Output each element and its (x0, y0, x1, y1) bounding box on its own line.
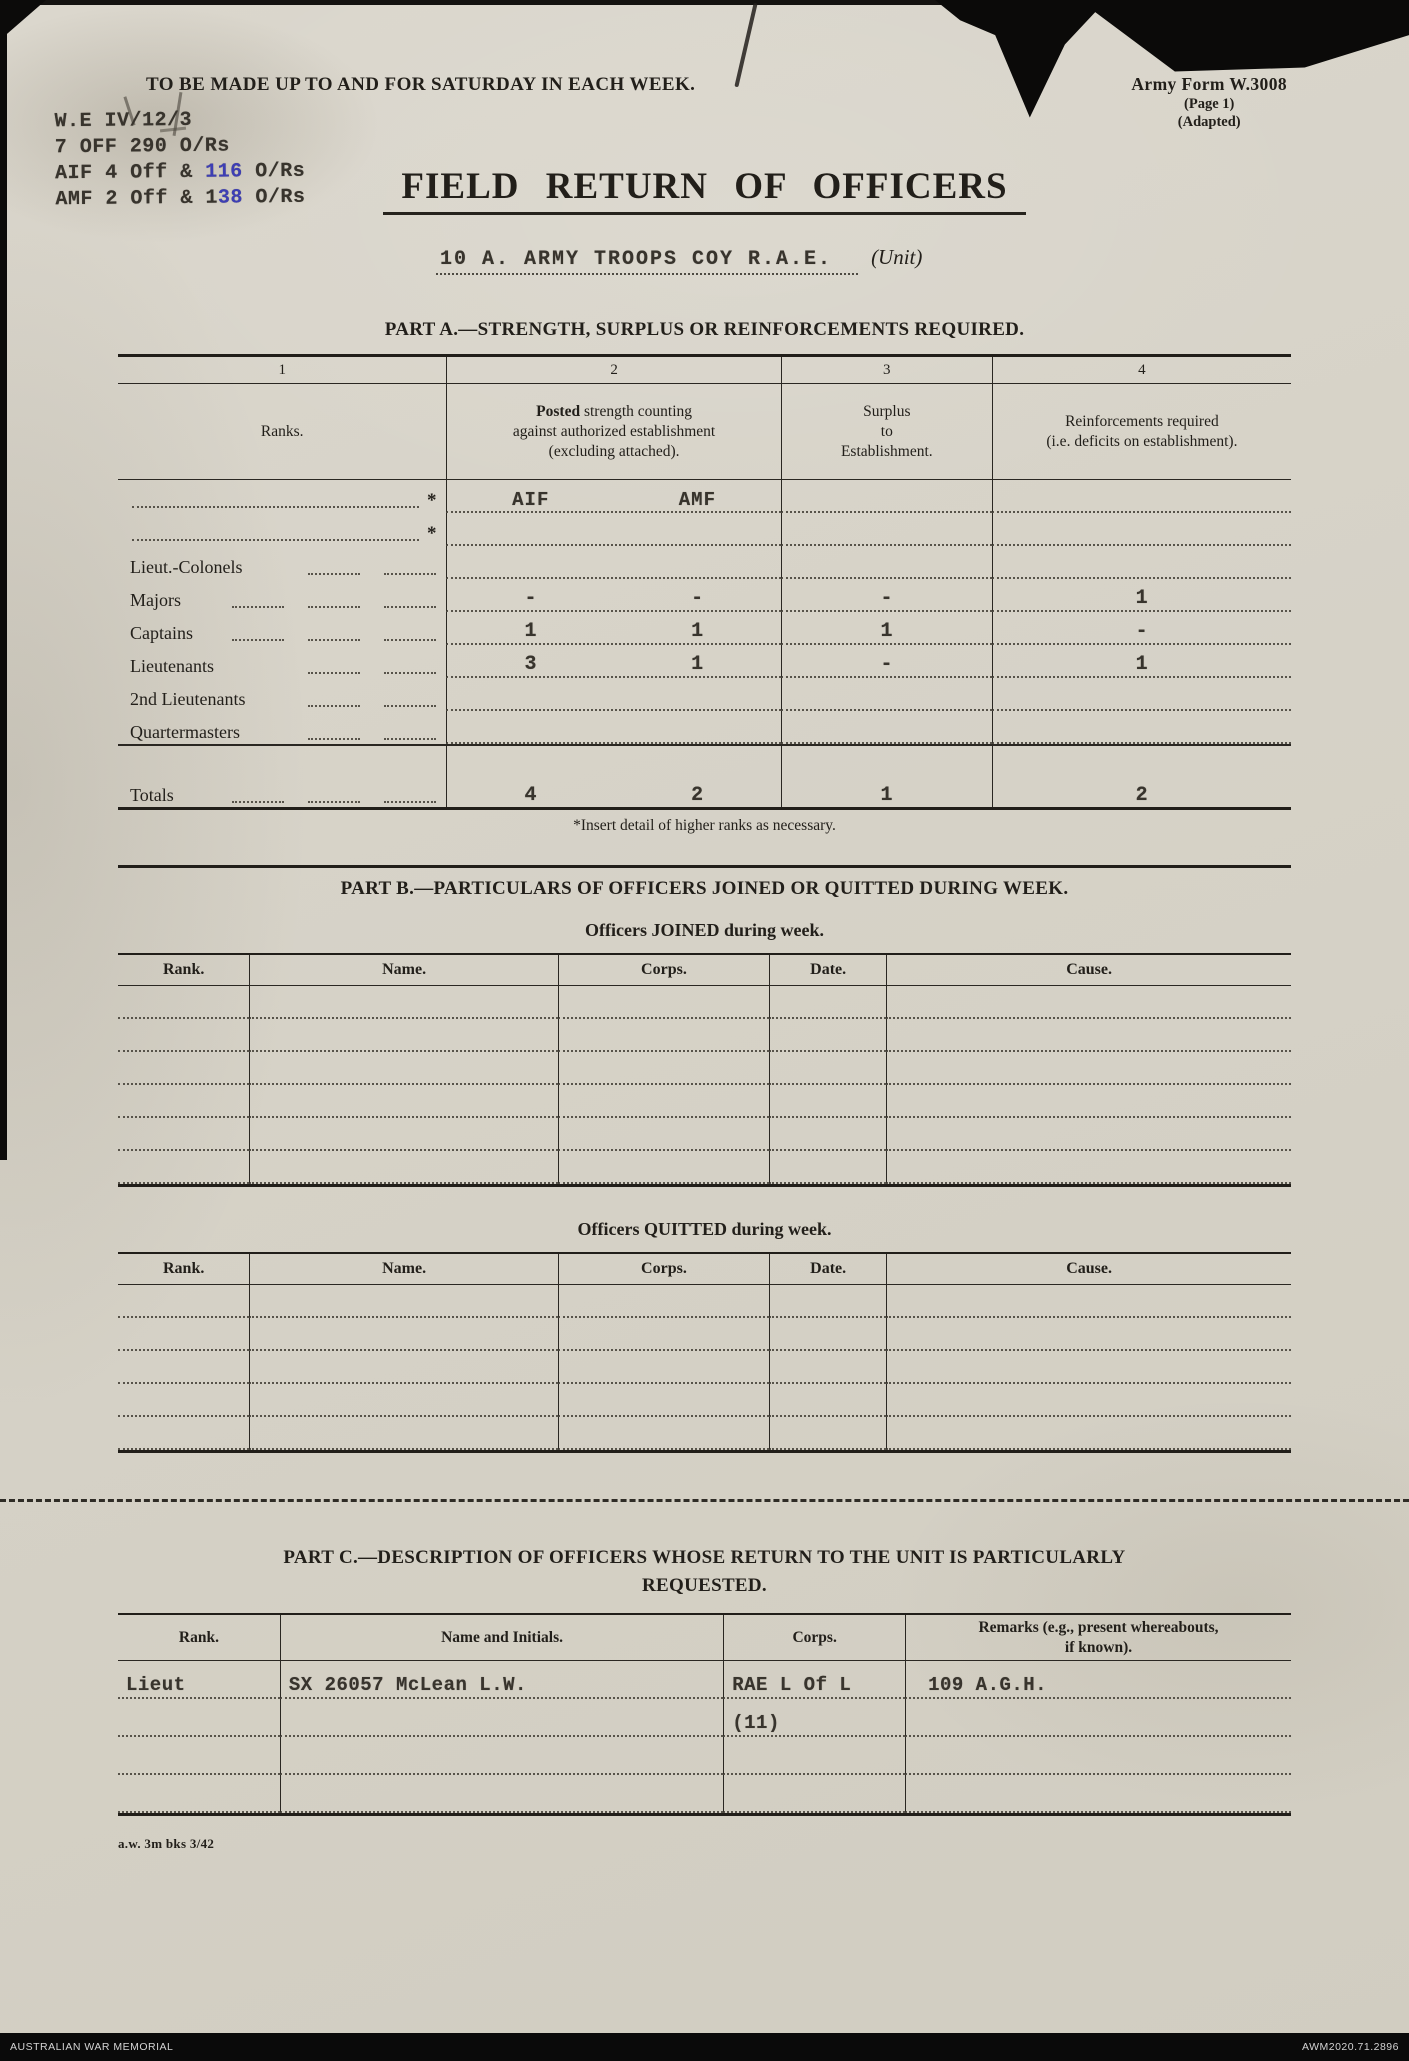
empty-cell (280, 1699, 723, 1737)
dotted-leader (384, 705, 436, 707)
part-c-heading-line2: REQUESTED. (642, 1574, 767, 1596)
quitted-empty-row (118, 1285, 1291, 1318)
archive-name: AUSTRALIAN WAR MEMORIAL (10, 2041, 174, 2053)
column-number-row (118, 357, 1291, 384)
col-num-1: 1 (278, 361, 286, 378)
aif-value: - (524, 587, 538, 611)
empty-cell (118, 1285, 249, 1318)
header-ranks (118, 384, 446, 479)
header-name: Name. (249, 1254, 557, 1284)
rank-cell (118, 513, 446, 546)
rank-row-lieutenants (118, 645, 1291, 678)
posted-cell (446, 546, 780, 579)
quitted-empty-row (118, 1417, 1291, 1450)
quitted-header-row (118, 1254, 1291, 1285)
header-rank (118, 1615, 280, 1660)
header-surplus (781, 384, 992, 479)
empty-cell (886, 1384, 1291, 1417)
surplus-value (781, 546, 992, 579)
header-text: Establishment. (840, 442, 933, 460)
quitted-empty-row (118, 1384, 1291, 1417)
header-date: Date. (769, 1254, 886, 1284)
aif-value (447, 678, 614, 709)
header-text: Surplus (863, 402, 911, 420)
empty-cell (781, 746, 992, 761)
header-text: (excluding attached). (548, 442, 680, 460)
part-c-heading-line1: PART C.—DESCRIPTION OF OFFICERS WHOSE RETURN TO THE UNIT IS PARTICULARLY (283, 1547, 1126, 1569)
part-c-entry-row (118, 1661, 1291, 1699)
reinforcements-total: 2 (992, 761, 1291, 807)
empty-cell (280, 1737, 723, 1775)
joined-empty-row (118, 1085, 1291, 1118)
header-rank: Rank. (163, 1260, 205, 1278)
header-text: to (880, 422, 893, 440)
rank-cell (118, 761, 446, 807)
empty-cell (446, 746, 780, 761)
posted-cell (446, 480, 780, 513)
empty-cell (118, 1351, 249, 1384)
aif-subheader-typed: AIF (512, 489, 550, 512)
entry-corps: RAE L Of L (723, 1661, 905, 1699)
handwritten-blue-number: 38 (217, 186, 244, 210)
amf-total: 2 (691, 784, 704, 808)
col-num-3: 3 (781, 357, 992, 383)
header-text (536, 402, 692, 422)
rank-cell (118, 645, 446, 678)
dotted-leader (308, 705, 360, 707)
reinforcements-cell (992, 513, 1291, 546)
amf-subheader-typed: AMF (678, 489, 716, 512)
header-text: Corps. (792, 1628, 837, 1646)
empty-cell (558, 1384, 769, 1417)
empty-cell (886, 1285, 1291, 1318)
entry-name: SX 26057 McLean L.W. (280, 1661, 723, 1699)
empty-cell (769, 1019, 886, 1052)
part-a-heading: PART A.—STRENGTH, SURPLUS OR REINFORCEMENTS REQUIRED. (384, 319, 1025, 341)
header-cause: Cause. (886, 1254, 1291, 1284)
section-rule (118, 865, 1291, 868)
rank-cell (118, 480, 446, 513)
empty-cell (886, 1151, 1291, 1184)
typed-stamp-block (54, 107, 305, 214)
header-text: Rank. (178, 1628, 219, 1646)
empty-cell (905, 1737, 1291, 1775)
page-title: FIELD RETURN OF OFFICERS (383, 165, 1025, 215)
empty-cell (118, 1085, 249, 1118)
aif-value (447, 711, 614, 742)
part-b-heading: PART B.—PARTICULARS OF OFFICERS JOINED OR QUITTED DURING WEEK. (340, 878, 1069, 900)
totals-label: Totals (130, 785, 174, 806)
entry-rank: Lieut (118, 1661, 280, 1699)
entry-corps-line2: (11) (723, 1699, 905, 1737)
empty-cell (886, 986, 1291, 1019)
reinforcements-value: 1 (992, 645, 1291, 678)
header-text: if known). (1064, 1638, 1133, 1656)
reinforcements-cell (992, 480, 1291, 513)
rank-label: Captains (130, 623, 193, 644)
amf-value: 1 (691, 620, 704, 644)
dotted-leader (308, 738, 360, 740)
empty-cell (769, 1351, 886, 1384)
form-number: Army Form W.3008 (1131, 74, 1287, 94)
empty-cell (249, 1085, 557, 1118)
stamp-text: O/Rs (242, 185, 306, 210)
reinforcements-value (992, 711, 1291, 744)
empty-cell (769, 1118, 886, 1151)
surplus-cell (781, 480, 992, 513)
rank-label: Lieutenants (130, 656, 214, 677)
dotted-leader (384, 672, 436, 674)
joined-empty-row (118, 1019, 1291, 1052)
empty-cell (769, 1285, 886, 1318)
dotted-leader (232, 639, 284, 641)
col-num-2: 2 (446, 357, 780, 383)
empty-cell (769, 1052, 886, 1085)
empty-cell (118, 986, 249, 1019)
posted-cell (446, 579, 780, 612)
part-c-table (118, 1613, 1291, 1816)
empty-cell (769, 1318, 886, 1351)
header-text: Name and Initials. (441, 1628, 563, 1646)
header-rank: Rank. (163, 961, 205, 979)
form-identifier (1131, 74, 1287, 131)
empty-cell (118, 1417, 249, 1450)
reinforcements-value: - (992, 612, 1291, 645)
rank-cell (118, 711, 446, 744)
empty-cell (249, 1019, 557, 1052)
empty-cell (118, 1118, 249, 1151)
header-corps: Corps. (558, 955, 769, 985)
empty-cell (905, 1775, 1291, 1813)
header-posted-strength (446, 384, 780, 479)
dotted-leader (232, 801, 284, 803)
empty-cell (769, 986, 886, 1019)
empty-cell (905, 1699, 1291, 1737)
unit-field-label: (Unit) (871, 245, 923, 270)
dotted-leader (384, 606, 436, 608)
header-text: Reinforcements required (1065, 412, 1219, 430)
empty-cell (558, 1351, 769, 1384)
empty-cell (558, 986, 769, 1019)
header-remarks (905, 1615, 1291, 1660)
empty-cell (249, 1384, 557, 1417)
amf-value (614, 711, 781, 742)
amf-value: 1 (691, 653, 704, 677)
empty-cell (249, 1052, 557, 1085)
empty-cell (558, 1318, 769, 1351)
aif-total: 4 (524, 784, 538, 808)
rank-row-2nd-lieutenants (118, 678, 1291, 711)
asterisk-marker: * (426, 523, 437, 545)
empty-cell (118, 1019, 249, 1052)
star-row-1 (118, 480, 1291, 513)
unit-value-typed: 10 A. ARMY TROOPS COY R.A.E. (436, 248, 858, 275)
dotted-leader (308, 801, 360, 803)
header-text-bold: Posted (536, 402, 581, 420)
rank-cell (118, 579, 446, 612)
rank-cell (118, 546, 446, 579)
header-name-initials (280, 1615, 723, 1660)
amf-value (614, 546, 781, 577)
empty-cell (280, 1775, 723, 1813)
dotted-leader (308, 573, 360, 575)
empty-cell (249, 1151, 557, 1184)
joined-empty-row (118, 1118, 1291, 1151)
empty-cell (249, 1118, 557, 1151)
rank-label: Quartermasters (130, 722, 240, 743)
quitted-empty-row (118, 1318, 1291, 1351)
empty-cell (769, 1085, 886, 1118)
header-text: Remarks (e.g., present whereabouts, (978, 1618, 1219, 1636)
dotted-leader (132, 539, 419, 541)
empty-cell (249, 1351, 557, 1384)
rank-row-lieut-colonels (118, 546, 1291, 579)
posted-cell (446, 678, 780, 711)
stamp-line (54, 107, 304, 136)
header-corps (723, 1615, 905, 1660)
joined-empty-row (118, 1052, 1291, 1085)
aif-value (447, 546, 614, 577)
form-page-number: (Page 1) (1184, 96, 1235, 112)
stamp-text: O/Rs (242, 159, 306, 184)
header-name: Name. (249, 955, 557, 985)
rank-label: Lieut.-Colonels (130, 557, 243, 578)
surplus-value (781, 711, 992, 744)
posted-cell (446, 761, 780, 807)
officers-quitted-title: Officers QUITTED during week. (577, 1219, 832, 1240)
quitted-empty-row (118, 1351, 1291, 1384)
stamp-text: AMF 2 Off & 1 (55, 186, 219, 212)
rank-row-quartermasters (118, 711, 1291, 744)
empty-cell (118, 1318, 249, 1351)
archive-footer-bar (0, 2033, 1409, 2061)
empty-cell (118, 1151, 249, 1184)
dotted-leader (384, 573, 436, 575)
empty-cell (886, 1318, 1291, 1351)
empty-cell (558, 1118, 769, 1151)
empty-cell (769, 1151, 886, 1184)
stamp-text: AIF 4 Off & (55, 160, 206, 186)
empty-cell (558, 1052, 769, 1085)
empty-cell (769, 1384, 886, 1417)
reinforcements-value (992, 678, 1291, 711)
empty-cell (118, 1699, 280, 1737)
stamp-line (55, 159, 305, 188)
empty-cell (723, 1775, 905, 1813)
aif-value: 3 (524, 653, 538, 677)
col-num-4: 4 (992, 357, 1291, 383)
empty-cell (886, 1351, 1291, 1384)
totals-separator-row (118, 744, 1291, 761)
part-c-heading (118, 1544, 1291, 1599)
totals-row (118, 761, 1291, 807)
surplus-value (781, 678, 992, 711)
empty-cell (118, 1737, 280, 1775)
empty-cell (886, 1085, 1291, 1118)
empty-cell (558, 1285, 769, 1318)
part-c-header-row (118, 1615, 1291, 1661)
joined-empty-row (118, 1151, 1291, 1184)
part-c-entry-row-2 (118, 1699, 1291, 1737)
column-header-row (118, 384, 1291, 480)
part-c-empty-row (118, 1775, 1291, 1813)
joined-empty-row (118, 986, 1291, 1019)
star-row-2 (118, 513, 1291, 546)
posted-cell (446, 645, 780, 678)
dotted-leader (384, 639, 436, 641)
surplus-total: 1 (781, 761, 992, 807)
part-a-footnote: *Insert detail of higher ranks as necessary. (573, 817, 836, 835)
header-cause: Cause. (886, 955, 1291, 985)
dotted-leader (132, 506, 419, 508)
empty-cell (886, 1118, 1291, 1151)
empty-cell (558, 1085, 769, 1118)
officers-quitted-table (118, 1252, 1291, 1453)
empty-cell (614, 513, 781, 544)
empty-cell (118, 1384, 249, 1417)
posted-cell (446, 612, 780, 645)
rank-label: 2nd Lieutenants (130, 689, 246, 710)
empty-cell (118, 1775, 280, 1813)
stamp-text: W.E IV/12/3 (54, 108, 193, 134)
posted-cell (446, 711, 780, 744)
header-date: Date. (769, 955, 886, 985)
dotted-leader (308, 639, 360, 641)
dotted-leader (232, 606, 284, 608)
aif-value: 1 (524, 620, 538, 644)
stamp-line (55, 185, 305, 214)
fold-dashed-separator (0, 1499, 1409, 1502)
empty-cell (886, 1417, 1291, 1450)
header-text: Ranks. (260, 422, 304, 440)
stamp-text: 7 OFF 290 O/Rs (54, 134, 231, 160)
amf-value (614, 678, 781, 709)
posted-cell (446, 513, 780, 546)
empty-cell (249, 986, 557, 1019)
surplus-cell (781, 513, 992, 546)
dotted-leader (308, 672, 360, 674)
amf-value: - (691, 587, 704, 611)
archive-reference-number: AWM2020.71.2896 (1301, 2041, 1399, 2053)
empty-cell (249, 1417, 557, 1450)
surplus-value: - (781, 579, 992, 612)
empty-cell (992, 746, 1291, 761)
empty-cell (118, 1052, 249, 1085)
header-reinforcements (992, 384, 1291, 479)
rank-row-captains (118, 612, 1291, 645)
header-text: (i.e. deficits on establishment). (1046, 432, 1238, 450)
weekly-instruction: TO BE MADE UP TO AND FOR SATURDAY IN EACH WEEK. (146, 74, 696, 95)
officers-joined-table (118, 953, 1291, 1187)
header-corps: Corps. (558, 1254, 769, 1284)
empty-cell (558, 1151, 769, 1184)
rank-label: Majors (130, 590, 181, 611)
header-text: against authorized establishment (512, 422, 716, 440)
reinforcements-value (992, 546, 1291, 579)
reinforcements-value: 1 (992, 579, 1291, 612)
empty-cell (769, 1417, 886, 1450)
empty-cell (723, 1737, 905, 1775)
part-c-empty-row (118, 1737, 1291, 1775)
rank-row-majors (118, 579, 1291, 612)
empty-cell (447, 513, 614, 544)
entry-remarks: 109 A.G.H. (905, 1661, 1291, 1699)
handwritten-blue-number: 116 (205, 160, 243, 184)
form-adapted-note: (Adapted) (1177, 114, 1241, 131)
empty-cell (558, 1019, 769, 1052)
asterisk-marker: * (426, 490, 437, 512)
surplus-value: 1 (781, 612, 992, 645)
unit-line (436, 245, 1291, 275)
header-text: strength counting (580, 402, 693, 420)
dotted-leader (384, 738, 436, 740)
stamp-line (55, 133, 305, 162)
rank-cell (118, 612, 446, 645)
dotted-leader (384, 801, 436, 803)
dotted-leader (308, 606, 360, 608)
empty-cell (118, 746, 446, 761)
empty-cell (249, 1318, 557, 1351)
rank-cell (118, 678, 446, 711)
officers-joined-title: Officers JOINED during week. (585, 920, 824, 941)
surplus-value: - (781, 645, 992, 678)
empty-cell (886, 1019, 1291, 1052)
part-a-table (118, 354, 1291, 810)
joined-header-row (118, 955, 1291, 986)
empty-cell (886, 1052, 1291, 1085)
printer-code: a.w. 3m bks 3/42 (118, 1836, 215, 1852)
empty-cell (249, 1285, 557, 1318)
empty-cell (558, 1417, 769, 1450)
